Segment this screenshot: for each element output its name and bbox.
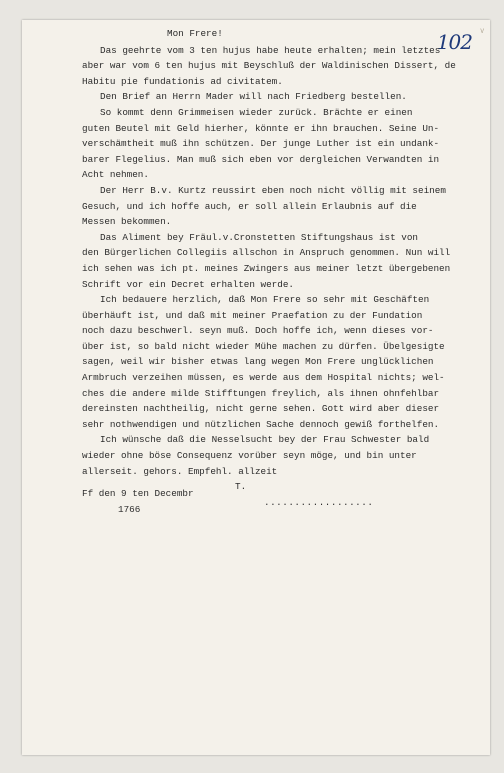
letter-line: aber war vom 6 ten hujus mit Beyschluß der Waldinischen Dissert, de (82, 60, 456, 72)
letter-line: verschämtheit muß ihn schützen. Der junge Luther ist ein undank- (82, 138, 440, 150)
salutation: Mon Frere! (167, 28, 223, 39)
date-line: Ff den 9 ten Decembr (82, 488, 194, 499)
letter-line: Das Aliment bey Fräul.v.Cronstetten Stiftungshaus ist von (100, 231, 419, 243)
letter-line: dereinsten nachtheilig, nicht gerne sehen. Gott wird aber dieser (82, 403, 440, 415)
letter-line: Schrift vor ein Decret erhalten werde. (82, 278, 295, 290)
letter-line: guten Beutel mit Geld hierher, könnte er ihn brauchen. Seine Un- (82, 122, 440, 134)
letter-line: Messen bekommen. (82, 216, 172, 228)
letter-line: Habitu pie fundationis ad civitatem. (82, 75, 283, 87)
letter-line: barer Flegelius. Man muß sich eben vor dergleichen Verwandten in (82, 153, 440, 165)
letter-line: allerseit. gehors. Empfehl. allzeit (82, 465, 278, 477)
letter-line: über ist, so bald nicht wieder Mühe machen zu dürfen. Übelgesigte (82, 340, 445, 352)
signature-dots: .................. (264, 496, 374, 508)
signature-initial: T. (235, 481, 247, 493)
letter-line: sehr nothwendigen und nützlichen Sache dennoch gewiß forthelfen. (82, 418, 440, 430)
letter-body (82, 26, 480, 510)
letter-line: überhäuft ist, und daß mit meiner Praefation zu der Fundation (82, 309, 423, 321)
letter-line: noch dazu beschwerl. seyn muß. Doch hoffe ich, wenn dieses vor- (82, 325, 434, 337)
letter-line: sagen, weil wir bisher etwas lang wegen Mon Frere unglücklichen (82, 356, 434, 368)
letter-line: den Bürgerlichen Collegiis allschon in Anspruch genommen. Nun will (82, 247, 451, 259)
letter-line: Das geehrte vom 3 ten hujus habe heute erhalten; mein letztes (100, 44, 441, 56)
letter-line: So kommt denn Grimmeisen wieder zurück. Brächte er einen (100, 106, 413, 118)
letter-line: Ich bedauere herzlich, daß Mon Frere so sehr mit Geschäften (100, 294, 430, 306)
letter-line: Acht nehmen. (82, 169, 149, 181)
letter-line: ich sehen was ich pt. meines Zwingers aus meiner letzt übergebenen (82, 262, 451, 274)
letter-line: Gesuch, und ich hoffe auch, er soll allein Erlaubnis auf die (82, 200, 417, 212)
date-block (82, 486, 194, 517)
letter-line: ches die andere milde Stifftungen freylich, als ihnen ohnfehlbar (82, 387, 440, 399)
letter-line: Ich wünsche daß die Nesselsucht bey der Frau Schwester bald (100, 434, 430, 446)
page-number: 102 (436, 30, 472, 54)
letter-line: Den Brief an Herrn Mader will nach Friedberg bestellen. (100, 91, 407, 103)
year: 1766 (118, 503, 141, 515)
letter-lines (82, 43, 480, 495)
page-mark: V (480, 28, 484, 35)
letter-line: Der Herr B.v. Kurtz reussirt eben noch nicht völlig mit seinem (100, 184, 446, 196)
letter-line: wieder ohne böse Consequenz vorüber seyn möge, und bin unter (82, 450, 417, 462)
letter-line: Armbruch verzeihen müssen, es werde aus dem Hospital nichts; wel- (82, 372, 445, 384)
